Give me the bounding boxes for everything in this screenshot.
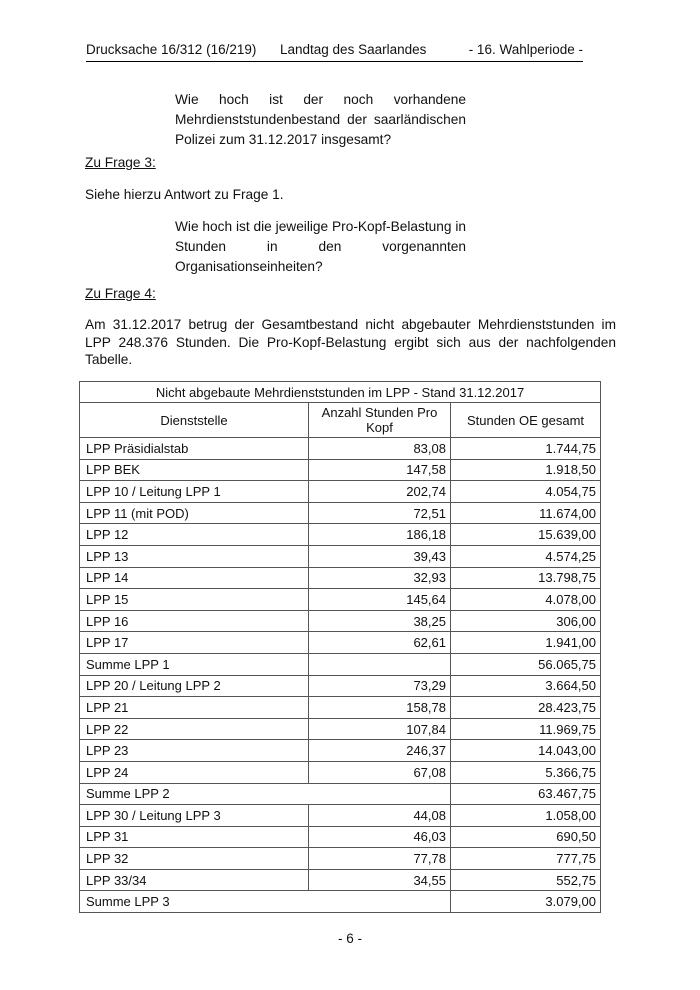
table-row: [80, 610, 601, 632]
cell-dienststelle: LPP 23: [80, 740, 309, 762]
cell-stunden-pro-kopf: 62,61: [309, 632, 451, 654]
table-row: [80, 783, 601, 805]
cell-dienststelle: LPP 20 / Leitung LPP 2: [80, 675, 309, 697]
answer-3-heading: Zu Frage 3:: [85, 155, 156, 170]
table-row: [80, 869, 601, 891]
table-row: [80, 459, 601, 481]
cell-stunden-pro-kopf: 186,18: [309, 524, 451, 546]
cell-stunden-pro-kopf: 38,25: [309, 610, 451, 632]
table-row: [80, 761, 601, 783]
cell-stunden-oe-gesamt: 4.574,25: [451, 545, 601, 567]
cell-stunden-pro-kopf: 145,64: [309, 589, 451, 611]
question-3-text: Wie hoch ist der noch vorhandene Mehrdienststundenbestand der saarländischen Polizei zum 31.12.2017 insgesamt?: [175, 92, 466, 147]
page-header: [86, 42, 583, 62]
cell-stunden-pro-kopf: 32,93: [309, 567, 451, 589]
cell-stunden-oe-gesamt: 4.054,75: [451, 481, 601, 503]
cell-stunden-pro-kopf: 83,08: [309, 438, 451, 460]
column-header-stunden-oe-gesamt: Stunden OE gesamt: [451, 403, 601, 438]
cell-dienststelle: Summe LPP 3: [80, 891, 451, 913]
cell-stunden-oe-gesamt: 56.065,75: [451, 653, 601, 675]
cell-stunden-pro-kopf: 72,51: [309, 502, 451, 524]
cell-stunden-pro-kopf: 34,55: [309, 869, 451, 891]
header-wahlperiode: - 16. Wahlperiode -: [468, 42, 583, 57]
table-row: [80, 891, 601, 913]
cell-stunden-pro-kopf: [309, 653, 451, 675]
answer-4-text: Am 31.12.2017 betrug der Gesamtbestand nicht abgebauter Mehrdienststunden im LPP 248.376 Stunden. Die Pro-Kopf-Belastung ergibt sich aus der nachfolgenden Tabelle.: [85, 317, 616, 367]
cell-dienststelle: LPP 11 (mit POD): [80, 502, 309, 524]
cell-dienststelle: LPP 12: [80, 524, 309, 546]
cell-dienststelle: LPP 15: [80, 589, 309, 611]
cell-stunden-pro-kopf: 44,08: [309, 805, 451, 827]
cell-stunden-oe-gesamt: 5.366,75: [451, 761, 601, 783]
cell-stunden-pro-kopf: 158,78: [309, 697, 451, 719]
column-header-stunden-pro-kopf: Anzahl Stunden Pro Kopf: [309, 403, 451, 438]
cell-dienststelle: LPP 33/34: [80, 869, 309, 891]
cell-stunden-pro-kopf: 77,78: [309, 848, 451, 870]
cell-stunden-oe-gesamt: 11.674,00: [451, 502, 601, 524]
cell-stunden-oe-gesamt: 15.639,00: [451, 524, 601, 546]
cell-stunden-pro-kopf: 202,74: [309, 481, 451, 503]
table-row: [80, 567, 601, 589]
cell-stunden-oe-gesamt: 3.079,00: [451, 891, 601, 913]
header-drucksache: Drucksache 16/312 (16/219): [86, 42, 257, 57]
cell-stunden-pro-kopf: 147,58: [309, 459, 451, 481]
cell-dienststelle: LPP 16: [80, 610, 309, 632]
cell-dienststelle: LPP 22: [80, 718, 309, 740]
cell-dienststelle: LPP BEK: [80, 459, 309, 481]
answer-4-heading: Zu Frage 4:: [85, 286, 156, 301]
table-row: [80, 675, 601, 697]
cell-stunden-oe-gesamt: 552,75: [451, 869, 601, 891]
overtime-table: [79, 381, 601, 913]
cell-stunden-oe-gesamt: 11.969,75: [451, 718, 601, 740]
cell-dienststelle: LPP 24: [80, 761, 309, 783]
cell-stunden-oe-gesamt: 28.423,75: [451, 697, 601, 719]
cell-stunden-oe-gesamt: 13.798,75: [451, 567, 601, 589]
cell-stunden-oe-gesamt: 1.058,00: [451, 805, 601, 827]
cell-stunden-pro-kopf: 39,43: [309, 545, 451, 567]
table-row: [80, 438, 601, 460]
table-row: [80, 481, 601, 503]
table-row: [80, 805, 601, 827]
table-body: [80, 438, 601, 913]
cell-dienststelle: LPP 13: [80, 545, 309, 567]
table-row: [80, 653, 601, 675]
cell-stunden-oe-gesamt: 4.078,00: [451, 589, 601, 611]
cell-stunden-oe-gesamt: 777,75: [451, 848, 601, 870]
table-row: [80, 632, 601, 654]
cell-stunden-pro-kopf: 46,03: [309, 826, 451, 848]
cell-stunden-oe-gesamt: 1.941,00: [451, 632, 601, 654]
cell-dienststelle: LPP Präsidialstab: [80, 438, 309, 460]
answer-3-text: Siehe hierzu Antwort zu Frage 1.: [85, 187, 284, 202]
cell-stunden-oe-gesamt: 63.467,75: [451, 783, 601, 805]
cell-dienststelle: LPP 32: [80, 848, 309, 870]
cell-dienststelle: LPP 21: [80, 697, 309, 719]
cell-dienststelle: LPP 30 / Leitung LPP 3: [80, 805, 309, 827]
question-4-text: Wie hoch ist die jeweilige Pro-Kopf-Belastung in Stunden in den vorgenannten Organisationseinheiten?: [175, 219, 466, 274]
table-row: [80, 524, 601, 546]
cell-dienststelle: LPP 31: [80, 826, 309, 848]
cell-stunden-pro-kopf: 246,37: [309, 740, 451, 762]
cell-stunden-oe-gesamt: 14.043,00: [451, 740, 601, 762]
cell-stunden-pro-kopf: 73,29: [309, 675, 451, 697]
table-row: [80, 697, 601, 719]
cell-stunden-oe-gesamt: 306,00: [451, 610, 601, 632]
cell-dienststelle: Summe LPP 1: [80, 653, 309, 675]
cell-dienststelle: Summe LPP 2: [80, 783, 451, 805]
cell-dienststelle: LPP 10 / Leitung LPP 1: [80, 481, 309, 503]
cell-stunden-pro-kopf: 67,08: [309, 761, 451, 783]
header-landtag: Landtag des Saarlandes: [280, 42, 427, 57]
table-row: [80, 589, 601, 611]
cell-stunden-oe-gesamt: 690,50: [451, 826, 601, 848]
table-caption: Nicht abgebaute Mehrdienststunden im LPP - Stand 31.12.2017: [80, 382, 601, 403]
table-row: [80, 848, 601, 870]
cell-dienststelle: LPP 14: [80, 567, 309, 589]
cell-stunden-oe-gesamt: 3.664,50: [451, 675, 601, 697]
cell-dienststelle: LPP 17: [80, 632, 309, 654]
cell-stunden-oe-gesamt: 1.744,75: [451, 438, 601, 460]
table-row: [80, 502, 601, 524]
cell-stunden-pro-kopf: 107,84: [309, 718, 451, 740]
table-row: [80, 545, 601, 567]
column-header-dienststelle: Dienststelle: [80, 403, 309, 438]
table-row: [80, 718, 601, 740]
table-row: [80, 740, 601, 762]
cell-stunden-oe-gesamt: 1.918,50: [451, 459, 601, 481]
table-row: [80, 826, 601, 848]
page-number: - 6 -: [337, 931, 362, 946]
